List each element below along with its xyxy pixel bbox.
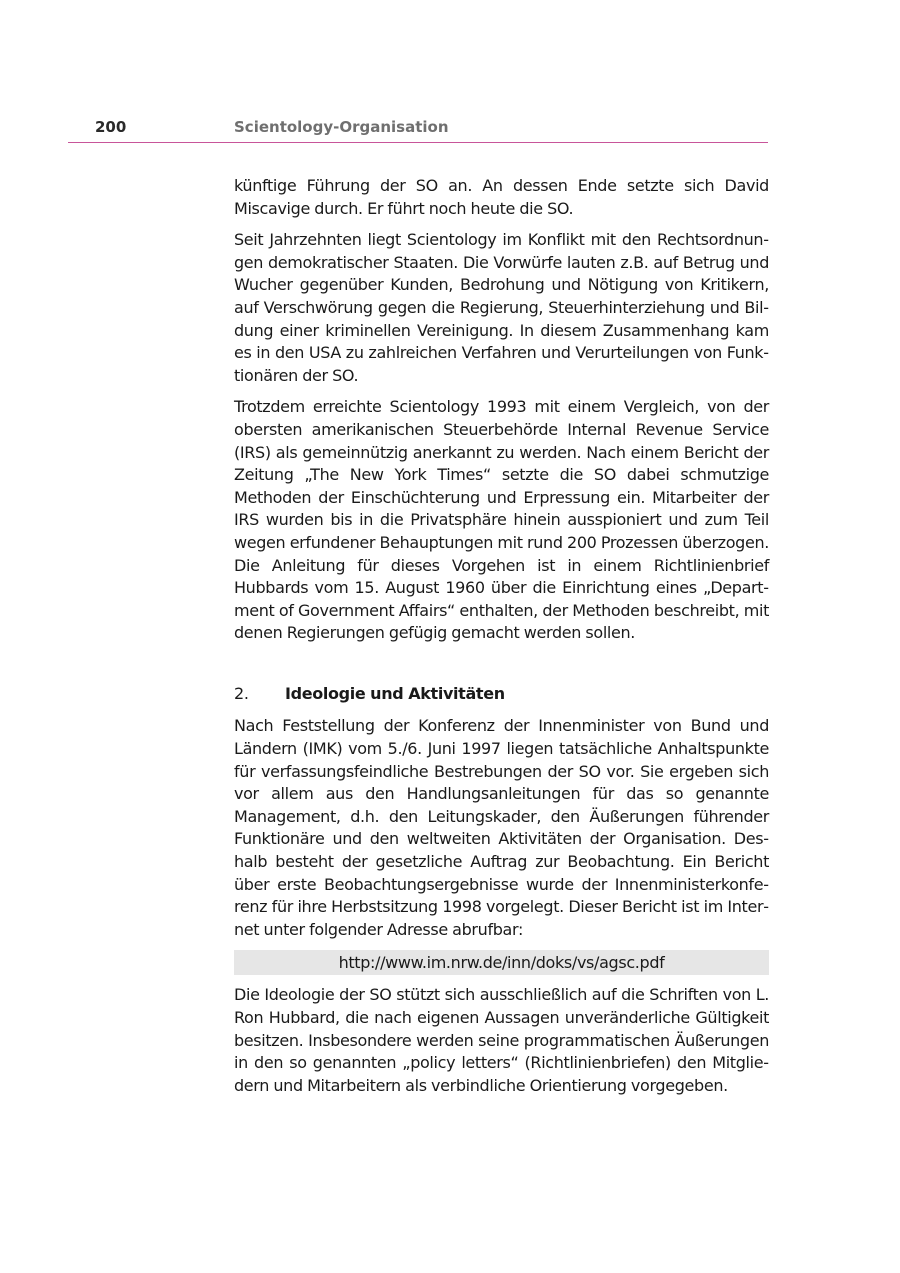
paragraph: Trotzdem erreichte Scientology 1993 mit einem Vergleich, von der obersten amerikanischen Steuerbehörde Internal Revenue Service (IRS) als gemeinnützig anerkannt zu werden. Nach einem Bericht der Zeitung „The New York Times“ setzte die SO dabei schmutzige Methoden der Einschüchterung und Erpressung ein. Mitarbeiter der IRS wurden bis in die Privatsphäre hinein ausspioniert und zum Teil wegen erfundener Behauptungen mit rund 200 Prozessen überzogen. Die Anleitung für dieses Vorgehen ist in einem Richtlinienbrief Hubbards vom 15. August 1960 über die Einrichtung eines „Department of Government Affairs“ enthalten, der Methoden beschreibt, mit denen Regierungen gefügig gemacht werden sollen.: [234, 397, 769, 643]
paragraph: künftige Führung der SO an. An dessen Ende setzte sich David Miscavige durch. Er führt noch heute die SO.: [234, 176, 769, 218]
paragraph: Die Ideologie der SO stützt sich ausschließlich auf die Schriften von L. Ron Hubbard, die nach eigenen Aussagen unveränderliche Gültigkeit besitzen. Insbesondere werden seine programmatischen Äußerungen in den so genannten „policy letters“ (Richtlinienbriefen) den Mitgliedern und Mitarbeitern als verbindliche Orientierung vorgegeben.: [234, 985, 769, 1095]
url-box: [234, 950, 769, 975]
page-number: 200: [95, 118, 127, 136]
section-title: Ideologie und Aktivitäten: [285, 683, 505, 703]
running-title: Scientology-Organisation: [234, 118, 449, 136]
url-text: http://www.im.nrw.de/inn/doks/vs/agsc.pdf: [338, 953, 665, 973]
paragraph: Nach Feststellung der Konferenz der Innenminister von Bund und Ländern (IMK) vom 5./6. Juni 1997 liegen tatsächliche Anhaltspunkte für verfassungsfeindliche Bestrebungen der SO vor. Sie ergeben sich vor allem aus den Handlungsanleitungen für das so genannte Management, d.h. den Leitungskader, den Äußerungen führender Funktionäre und den weltweiten Aktivitäten der Organisation. Deshalb besteht der gesetzliche Auftrag zur Beobachtung. Ein Bericht über erste Beobachtungsergebnisse wurde der Innenministerkonferenz für ihre Herbstsitzung 1998 vorgelegt. Dieser Bericht ist im Internet unter folgender Adresse abrufbar:: [234, 716, 769, 939]
page-header: [68, 116, 768, 143]
section-number: 2.: [234, 683, 249, 703]
paragraph: Seit Jahrzehnten liegt Scientology im Konflikt mit den Rechtsordnungen demokratischer Staaten. Die Vorwürfe lauten z.B. auf Betrug und Wucher gegenüber Kunden, Bedrohung und Nötigung von Kritikern, auf Verschwörung gegen die Regierung, Steuerhinterziehung und Bildung einer kriminellen Vereinigung. In diesem Zusammenhang kam es in den USA zu zahlreichen Verfahren und Verurteilungen von Funktionären der SO.: [234, 230, 769, 385]
page-body: [234, 175, 769, 1106]
section-heading: [234, 683, 769, 706]
